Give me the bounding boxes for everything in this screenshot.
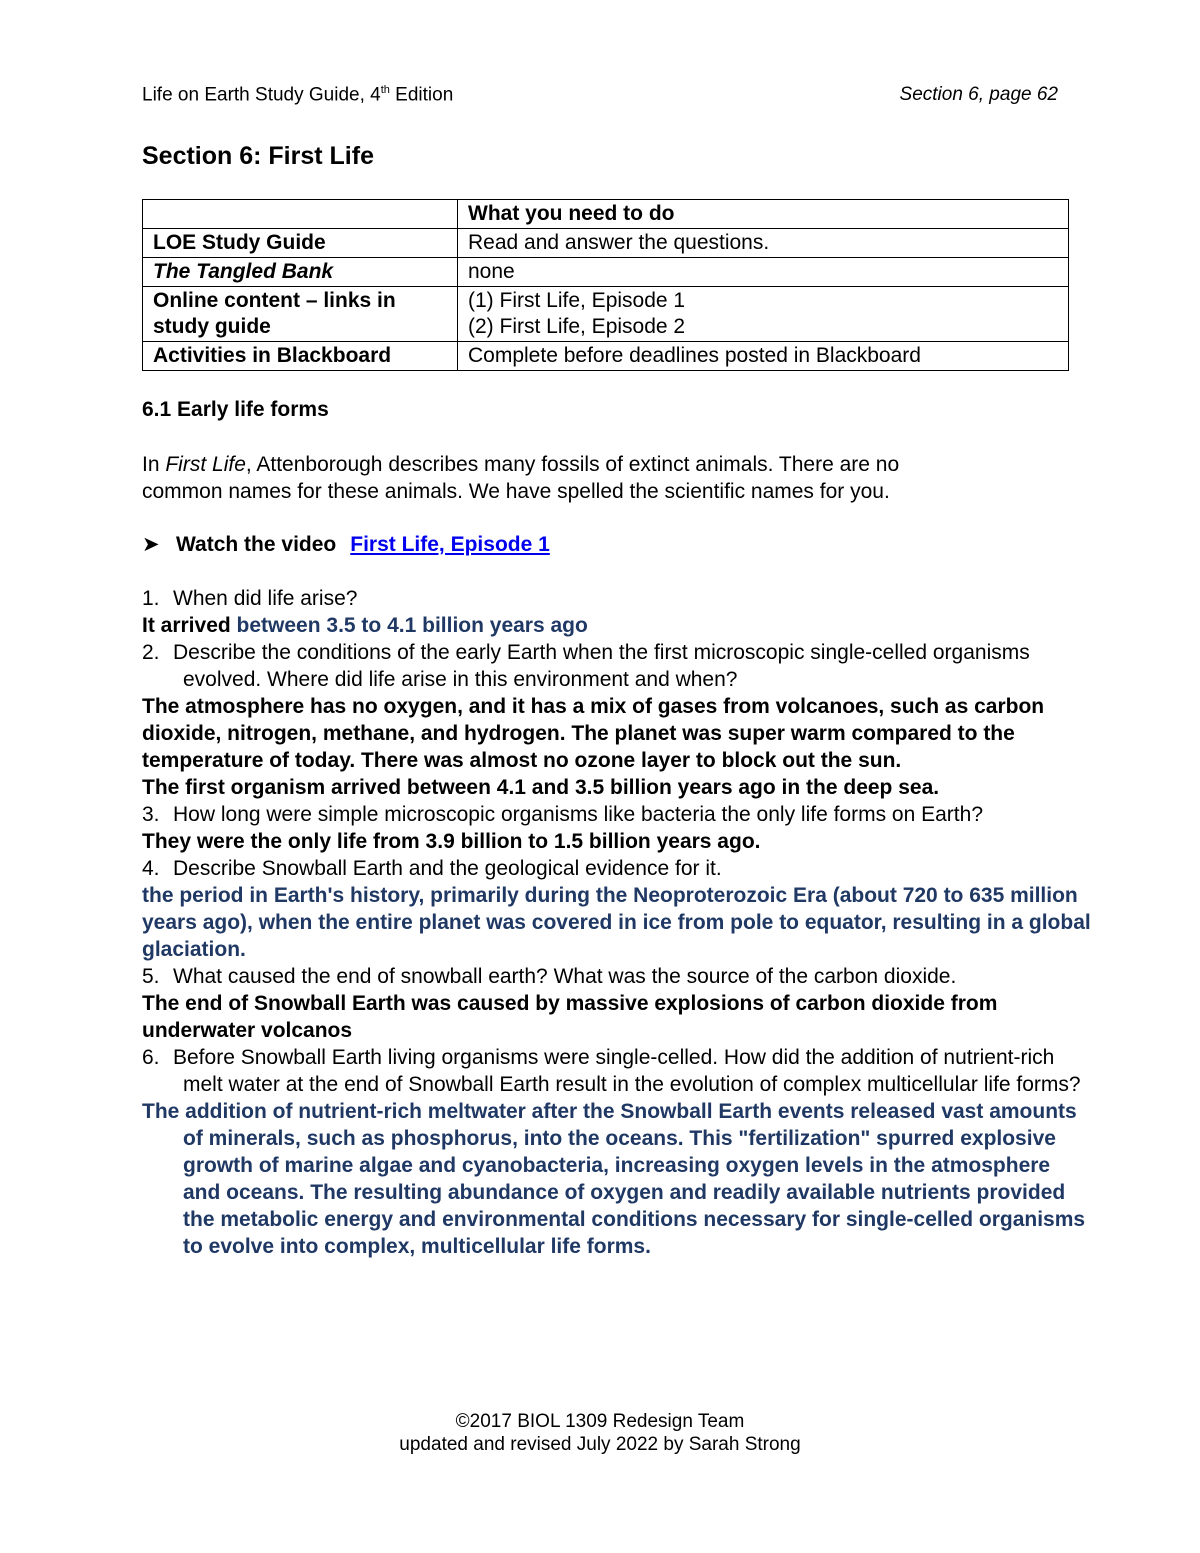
table-row bbox=[143, 258, 1069, 287]
question-text: Describe Snowball Earth and the geological evidence for it. bbox=[173, 857, 722, 880]
question-item bbox=[142, 801, 1092, 828]
question-item bbox=[142, 1044, 1092, 1098]
watch-label: Watch the video bbox=[176, 533, 337, 556]
watch-video-line bbox=[142, 531, 1092, 558]
answer-part: It arrived bbox=[142, 614, 237, 637]
question-item bbox=[142, 855, 1092, 882]
intro-italic-title: First Life bbox=[165, 453, 246, 476]
question-number: 3. bbox=[142, 803, 160, 826]
question-number: 6. bbox=[142, 1046, 160, 1069]
question-text: Describe the conditions of the early Earth when the first microscopic single-celled organisms evolved. Where did life arise in this environment and when? bbox=[173, 641, 1030, 691]
header-left bbox=[142, 84, 453, 106]
table-row bbox=[143, 342, 1069, 371]
section-heading: 6.1 Early life forms bbox=[142, 398, 329, 421]
intro-paragraph bbox=[142, 451, 1092, 505]
episode-1-link[interactable]: First Life, Episode 1 bbox=[350, 533, 550, 556]
page-footer bbox=[0, 1410, 1200, 1456]
question-item bbox=[142, 963, 1092, 990]
table-header-row bbox=[143, 200, 1069, 229]
page-title: Section 6: First Life bbox=[142, 142, 374, 170]
question-number: 4. bbox=[142, 857, 160, 880]
question-text: What caused the end of snowball earth? What was the source of the carbon dioxide. bbox=[173, 965, 957, 988]
answer-text: The end of Snowball Earth was caused by massive explosions of carbon dioxide from underwater volcanos bbox=[142, 992, 998, 1042]
todo-table bbox=[142, 199, 1069, 371]
answer-text: The addition of nutrient-rich meltwater after the Snowball Earth events released vast amounts of minerals, such as phosphorus, into the oceans. This "fertilization" spurred explosive growth of marine algae and cyanobacteria, increasing oxygen levels in the atmosphere and oceans. The resulting abundance of oxygen and readily available nutrients provided the metabolic energy and environmental conditions necessary for single-celled organisms to evolve into complex, multicellular life forms. bbox=[142, 1100, 1086, 1258]
header-edition-sup: th bbox=[380, 84, 390, 96]
question-item bbox=[142, 585, 1092, 612]
table-row-value: none bbox=[458, 258, 1069, 287]
table-row-value bbox=[458, 287, 1069, 342]
question-text: How long were simple microscopic organisms like bacteria the only life forms on Earth? bbox=[173, 803, 983, 826]
answer-text bbox=[142, 612, 1092, 639]
answer-text: The atmosphere has no oxygen, and it has a mix of gases from volcanoes, such as carbon dioxide, nitrogen, methane, and hydrogen. The planet was super warm compared to the temperature of today. There was almost no ozone layer to block out the sun. bbox=[142, 695, 1045, 772]
footer-revision: updated and revised July 2022 by Sarah Strong bbox=[399, 1434, 801, 1455]
header-edition: Edition bbox=[389, 84, 454, 106]
intro-text: common names for these animals. We have spelled the scientific names for you. bbox=[142, 480, 890, 503]
answer-text: They were the only life from 3.9 billion to 1.5 billion years ago. bbox=[142, 830, 761, 853]
header-page-number: Section 6, page 62 bbox=[899, 84, 1058, 105]
table-row-value: Complete before deadlines posted in Blackboard bbox=[458, 342, 1069, 371]
table-cell bbox=[143, 200, 458, 229]
question-item bbox=[142, 639, 1092, 693]
table-row-label-line: Online content – links in bbox=[153, 289, 396, 312]
answer-text: the period in Earth's history, primarily during the Neoproterozoic Era (about 720 to 635 million years ago), when the entire planet was covered in ice from pole to equator, resulting in a global glaciation. bbox=[142, 884, 1091, 961]
question-number: 2. bbox=[142, 641, 160, 664]
table-row-label: LOE Study Guide bbox=[143, 229, 458, 258]
table-row-label bbox=[143, 287, 458, 342]
table-row-label-line: study guide bbox=[153, 315, 271, 338]
question-list bbox=[142, 585, 1092, 1260]
table-row-value-line: (1) First Life, Episode 1 bbox=[468, 289, 686, 312]
table-row-value-line: (2) First Life, Episode 2 bbox=[468, 315, 686, 338]
table-row bbox=[143, 287, 1069, 342]
footer-copyright: ©2017 BIOL 1309 Redesign Team bbox=[455, 1411, 745, 1432]
question-text: Before Snowball Earth living organisms were single-celled. How did the addition of nutrient-rich melt water at the end of Snowball Earth result in the evolution of complex multicellular life forms? bbox=[173, 1046, 1081, 1096]
arrow-bullet-icon: ➤ bbox=[142, 533, 160, 556]
question-text: When did life arise? bbox=[173, 587, 358, 610]
question-number: 5. bbox=[142, 965, 160, 988]
table-row bbox=[143, 229, 1069, 258]
question-number: 1. bbox=[142, 587, 160, 610]
table-row-value: Read and answer the questions. bbox=[458, 229, 1069, 258]
table-row-label: Activities in Blackboard bbox=[143, 342, 458, 371]
answer-text: The first organism arrived between 4.1 and 3.5 billion years ago in the deep sea. bbox=[142, 776, 940, 799]
table-header-cell: What you need to do bbox=[458, 200, 1069, 229]
main-content bbox=[142, 396, 1092, 1260]
intro-text: , Attenborough describes many fossils of extinct animals. There are no bbox=[245, 453, 900, 476]
header-guide-title: Life on Earth Study Guide, 4 bbox=[142, 84, 381, 106]
answer-part: between 3.5 to 4.1 billion years ago bbox=[236, 614, 588, 637]
table-row-label: The Tangled Bank bbox=[143, 258, 458, 287]
intro-text: In bbox=[142, 453, 166, 476]
